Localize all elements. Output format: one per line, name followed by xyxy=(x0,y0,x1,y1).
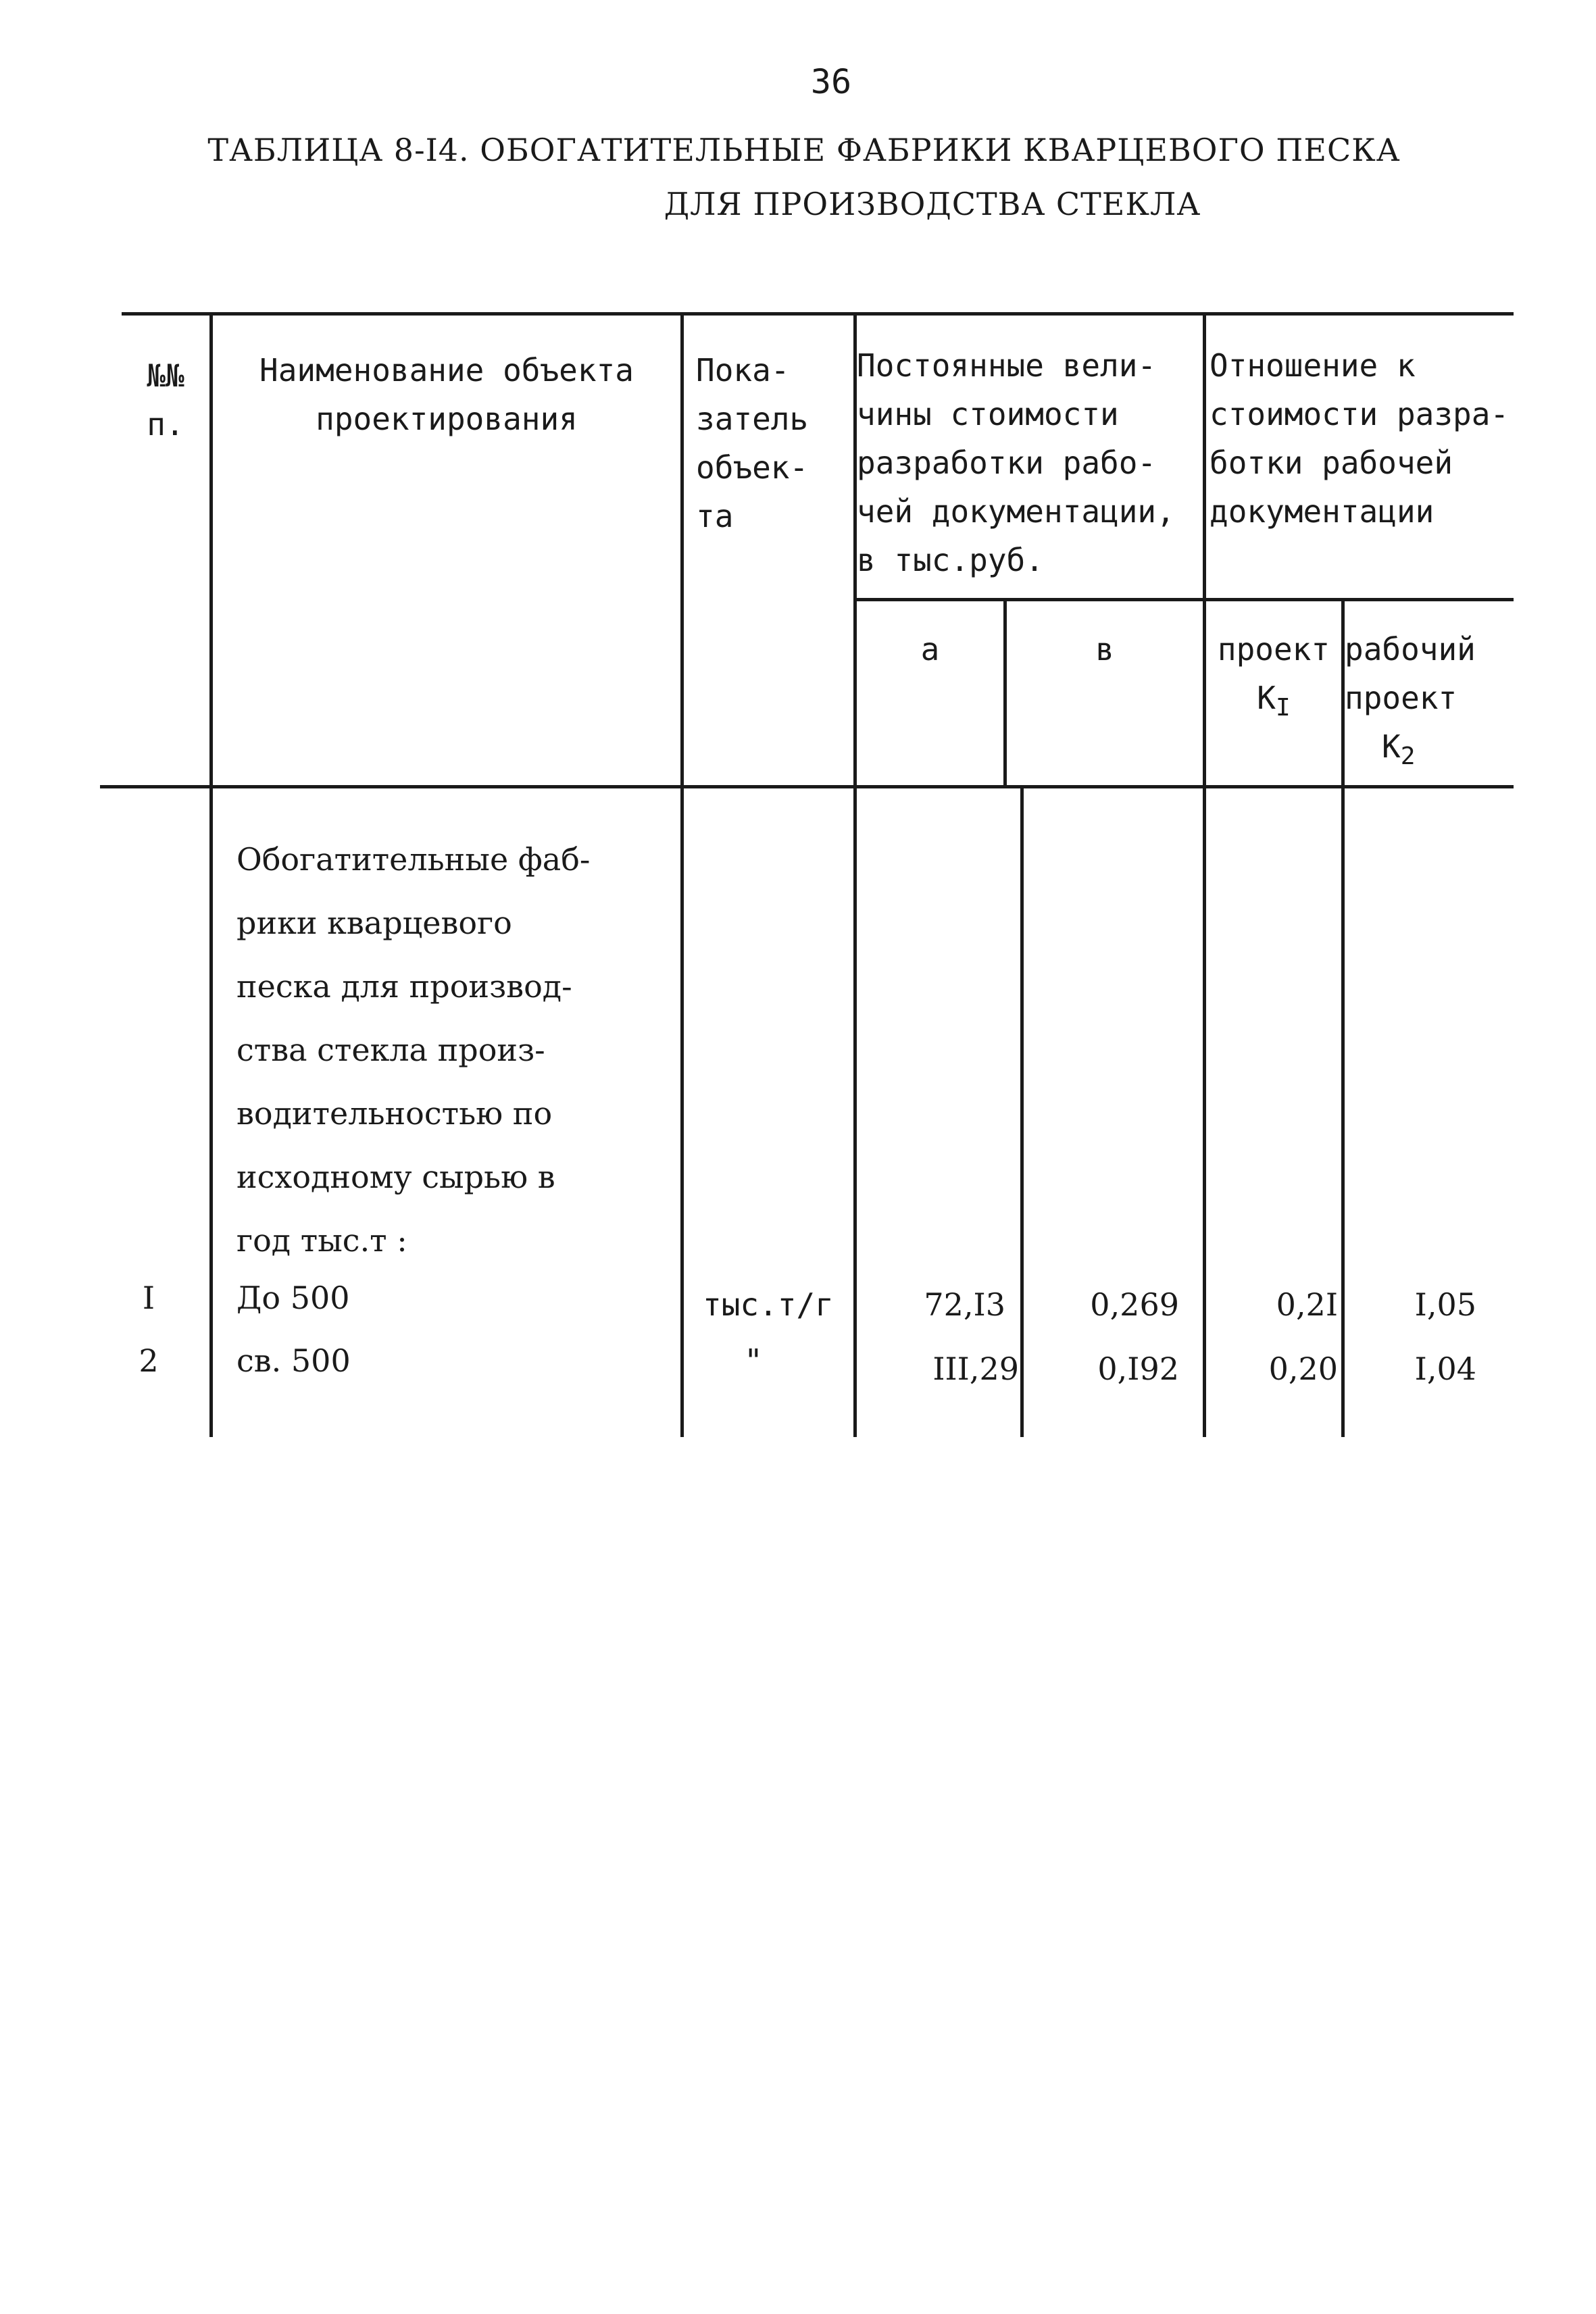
row-num: 2 xyxy=(139,1342,159,1379)
header-num: №№ п. xyxy=(147,357,184,443)
row-indicator: тыс.т/г xyxy=(703,1286,834,1323)
row-k2: I,04 xyxy=(1414,1351,1476,1387)
page-number: 36 xyxy=(810,62,852,101)
col-rule-4 xyxy=(1203,312,1206,1437)
header-sub-k2: рабочий проект $К_2$ xyxy=(1345,631,1476,770)
header-bottom-rule xyxy=(100,785,1514,788)
row-num: I xyxy=(142,1280,155,1316)
header-sub-a: а xyxy=(920,631,940,668)
header-constants: Постоянные вели- чины стоимости разработки рабо- чей документации, в тыс.руб. xyxy=(857,347,1175,578)
row-name: св. 500 xyxy=(236,1342,351,1379)
header-indicator: Пока- затель объек- та xyxy=(696,352,809,534)
header-ratio: Отношение к стоимости разра- ботки рабочей документации xyxy=(1210,347,1510,530)
col-rule-2 xyxy=(680,312,684,1437)
row-b: 0,269 xyxy=(1090,1286,1179,1323)
row-a: III,29 xyxy=(932,1351,1019,1387)
row-indicator: " xyxy=(744,1342,763,1379)
header-sub-b: в xyxy=(1095,631,1114,668)
col-rule-ab-body xyxy=(1020,785,1024,1437)
row-k1: 0,20 xyxy=(1268,1351,1338,1387)
row-name: До 500 xyxy=(236,1280,350,1316)
group-description: Обогатительные фаб- рики кварцевого песка для производ- ства стекла произ- водительностью по исходному сырью в год тыс.т : xyxy=(236,841,591,1259)
row-a: 72,I3 xyxy=(924,1286,1005,1323)
table-title-line1: ТАБЛИЦА 8-I4. ОБОГАТИТЕЛЬНЫЕ ФАБРИКИ КВАРЦЕВОГО ПЕСКА xyxy=(207,132,1401,168)
header-sub-rule xyxy=(853,598,1514,601)
col-rule-1 xyxy=(209,312,213,1437)
row-k1: 0,2I xyxy=(1276,1286,1338,1323)
row-k2: I,05 xyxy=(1414,1286,1476,1323)
row-b: 0,I92 xyxy=(1097,1351,1179,1387)
table-title-line2: ДЛЯ ПРОИЗВОДСТВА СТЕКЛА xyxy=(664,186,1201,222)
header-sub-k1: проект $К_I$ xyxy=(1217,631,1330,722)
header-name: Наименование объекта проектирования xyxy=(259,352,634,437)
table-top-rule xyxy=(122,312,1514,316)
